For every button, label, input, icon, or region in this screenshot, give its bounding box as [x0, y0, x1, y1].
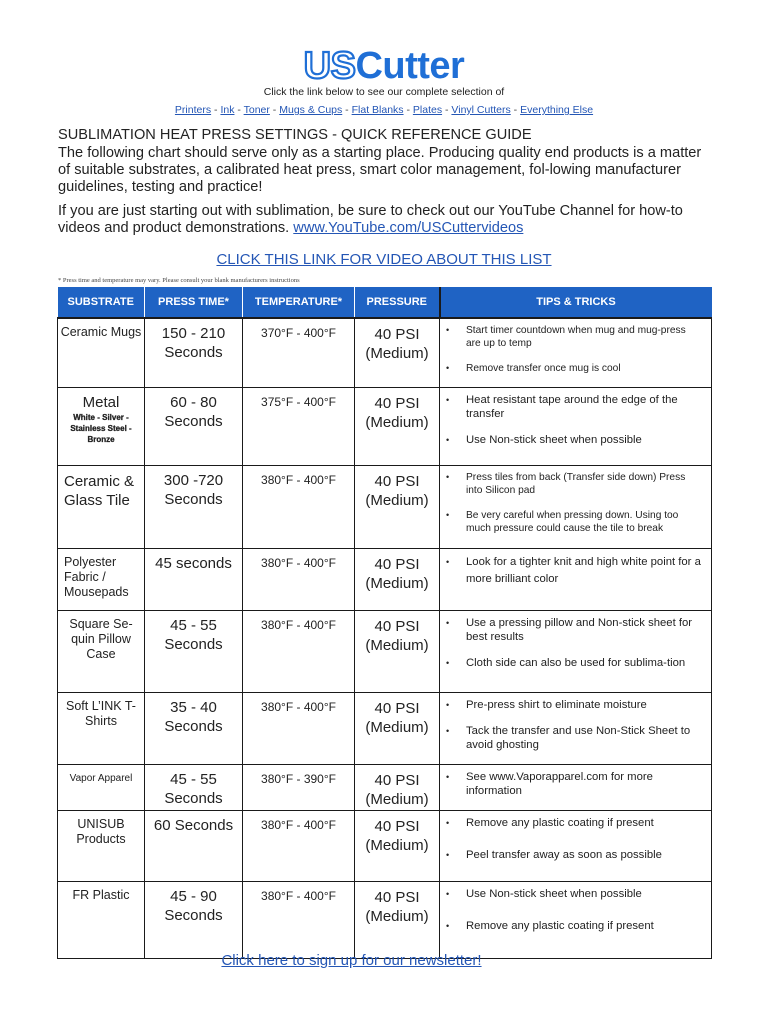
substrate-cell: FR Plastic [58, 882, 145, 959]
tip-item: • Start timer countdown when mug and mug-press are up to temp [446, 324, 701, 350]
time-cell: 35 - 40 Seconds [145, 693, 243, 765]
substrate-cell: Ceramic & Glass Tile [58, 466, 145, 549]
link-plates[interactable]: Plates [412, 104, 443, 116]
time-cell: 45 - 90 Seconds [145, 882, 243, 959]
pressure-cell: 40 PSI (Medium) [355, 765, 440, 811]
temp-cell: 380°F - 400°F [243, 466, 355, 549]
pressure-cell: 40 PSI (Medium) [355, 611, 440, 693]
tip-item: • Remove transfer once mug is cool [446, 362, 701, 375]
youtube-paragraph-text: If you are just starting out with sublimation, be sure to check out our YouTube Channel for how-to videos and product demonstrations. [58, 203, 683, 236]
tips-cell [440, 693, 712, 765]
tip-item: • Use a pressing pillow and Non-stick sheet for best results [446, 616, 701, 644]
tip-item: • Press tiles from back (Transfer side down) Press into Silicon pad [446, 471, 701, 497]
time-cell: 45 - 55 Seconds [145, 765, 243, 811]
pressure-cell: 40 PSI (Medium) [355, 549, 440, 611]
uscutter-logo[interactable] [0, 44, 768, 88]
tips-cell [440, 765, 712, 811]
disclaimer: * Press time and temperature may vary. Please consult your blank manufacturers instructions [58, 277, 300, 284]
table-row [58, 693, 712, 765]
time-cell: 60 Seconds [145, 811, 243, 882]
youtube-paragraph [58, 203, 708, 237]
tip-item: • Peel transfer away as soon as possible [446, 848, 701, 862]
tips-cell [440, 388, 712, 466]
header-press-time: PRESS TIME* [145, 287, 243, 318]
video-link[interactable]: CLICK THIS LINK FOR VIDEO ABOUT THIS LIST [216, 251, 552, 268]
link-ink[interactable]: Ink [220, 104, 235, 116]
table-row [58, 549, 712, 611]
link-vinyl-cutters[interactable]: Vinyl Cutters [451, 104, 511, 116]
tips-cell [440, 882, 712, 959]
table-row [58, 318, 712, 388]
pressure-cell: 40 PSI (Medium) [355, 318, 440, 388]
table-row [58, 811, 712, 882]
header-temperature: TEMPERATURE* [243, 287, 355, 318]
table-row [58, 611, 712, 693]
temp-cell: 380°F - 390°F [243, 765, 355, 811]
substrate-note: White - Silver - Stainless Steel - Bronze [70, 413, 132, 444]
tip-item: • Remove any plastic coating if present [446, 816, 701, 830]
substrate-cell: Soft L’INK T-Shirts [58, 693, 145, 765]
pressure-cell: 40 PSI (Medium) [355, 693, 440, 765]
youtube-link[interactable]: www.YouTube.com/USCuttervideos [293, 220, 524, 236]
pressure-cell: 40 PSI (Medium) [355, 882, 440, 959]
time-cell: 60 - 80 Seconds [145, 388, 243, 466]
temp-cell: 380°F - 400°F [243, 882, 355, 959]
tip-item: • Use Non-stick sheet when possible [446, 887, 701, 901]
tip-item: • Be very careful when pressing down. Using too much pressure could cause the tile to break [446, 509, 701, 535]
time-cell: 150 - 210 Seconds [145, 318, 243, 388]
link-toner[interactable]: Toner [243, 104, 270, 116]
pressure-cell: 40 PSI (Medium) [355, 388, 440, 466]
table-row [58, 466, 712, 549]
header-substrate: SUBSTRATE [58, 287, 145, 318]
substrate-cell: Ceramic Mugs [58, 318, 145, 388]
intro-paragraph: The following chart should serve only as a starting place. Producing quality end products is a matter of suitable substrates, a calibrated heat press, smart color management, fol-lowing manufacturer guidelines, testing and practice! [58, 145, 702, 195]
substrate-name: Metal [82, 394, 120, 411]
pressure-cell: 40 PSI (Medium) [355, 811, 440, 882]
link-everything-else[interactable]: Everything Else [520, 104, 594, 116]
header-tips: TIPS & TRICKS [440, 287, 712, 318]
table-row [58, 882, 712, 959]
link-printers[interactable]: Printers [174, 104, 212, 116]
intro-text: Click the link below to see our complete selection of [263, 86, 505, 98]
table-row [58, 388, 712, 466]
tips-cell [440, 549, 712, 611]
substrate-cell [58, 388, 145, 466]
link-flat-blanks[interactable]: Flat Blanks [351, 104, 404, 116]
tip-item: • Pre-press shirt to eliminate moisture [446, 698, 701, 712]
temp-cell: 380°F - 400°F [243, 811, 355, 882]
guide-heading: SUBLIMATION HEAT PRESS SETTINGS - QUICK REFERENCE GUIDE [58, 127, 532, 143]
tip-item: • Look for a tighter knit and high white point for a more brilliant color [446, 554, 701, 588]
time-cell: 45 seconds [145, 549, 243, 611]
logo-us-text: US [303, 45, 356, 87]
time-cell: 300 -720 Seconds [145, 466, 243, 549]
link-mugs-cups[interactable]: Mugs & Cups [279, 104, 343, 116]
temp-cell: 380°F - 400°F [243, 549, 355, 611]
tip-item: • Tack the transfer and use Non-Stick Sheet to avoid ghosting [446, 724, 701, 752]
time-cell: 45 - 55 Seconds [145, 611, 243, 693]
table-header-row [58, 287, 712, 318]
temp-cell: 370°F - 400°F [243, 318, 355, 388]
header-pressure: PRESSURE [355, 287, 440, 318]
temp-cell: 380°F - 400°F [243, 611, 355, 693]
tips-cell [440, 466, 712, 549]
pressure-cell: 40 PSI (Medium) [355, 466, 440, 549]
substrate-cell: Vapor Apparel [58, 765, 145, 811]
tip-item: • Cloth side can also be used for sublima-tion [446, 656, 701, 670]
newsletter-link[interactable]: Click here to sign up for our newsletter! [221, 952, 482, 969]
tip-item: • Remove any plastic coating if present [446, 919, 701, 933]
tips-cell [440, 811, 712, 882]
temp-cell: 380°F - 400°F [243, 693, 355, 765]
table-row [58, 765, 712, 811]
logo-cutter-text: Cutter [355, 45, 465, 87]
tips-cell [440, 611, 712, 693]
category-links: Printers - Ink - Toner - Mugs & Cups - Flat Blanks - Plates - Vinyl Cutters - Everything Else [174, 104, 594, 116]
substrate-cell: UNISUB Products [58, 811, 145, 882]
substrate-cell: Square Se-quin Pillow Case [58, 611, 145, 693]
temp-cell: 375°F - 400°F [243, 388, 355, 466]
tip-item: • Use Non-stick sheet when possible [446, 433, 701, 447]
tip-item: • Heat resistant tape around the edge of the transfer [446, 393, 701, 421]
substrate-cell: Polyester Fabric / Mousepads [58, 549, 145, 611]
settings-table [57, 287, 712, 959]
tips-cell [440, 318, 712, 388]
tip-item: • See www.Vaporapparel.com for more information [446, 770, 701, 798]
